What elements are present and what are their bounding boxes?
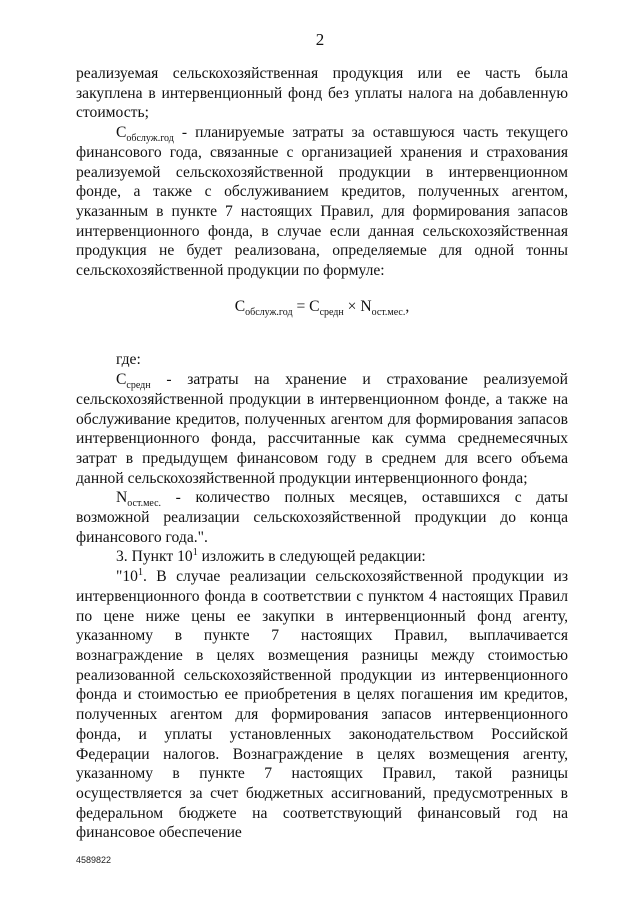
where-label: где: <box>116 351 141 369</box>
amendment-point-3: 3. Пункт $10^1$ изложить в следующей редакции: <box>116 547 426 566</box>
document-code: 4589822 <box>76 855 112 865</box>
variable-c-obsluzh-god: $C_{обслуж.год}$ <box>116 124 174 145</box>
variable-n-ost-mes: $N_{ост.мес.}$ <box>116 489 162 510</box>
amendment-text-10-1: "$10^1$. В случае реализации сельскохозяйственной продукции из интервенционного фонда в соответствии с пунктом 4 настоящих Правил по цене ниже цены ее закупки в интервенционный фонд агенту, указанному в пункте 7 настоящих Правил, выплачивается вознаграждение в целях возмещения разницы между стоимостью реализованной сельскохозяйственной продукции из интервенционного фонда и стоимостью ее приобретения в целях погашения им кредитов, полученных агентом для формирования запасов интервенционного фонда, и уплаты установленных законодательством Российской Федерации налогов. Вознаграждение в целях возмещения агенту, указанному в пункте 7 настоящих Правил, такой разницы осуществляется за счет бюджетных ассигнований, предусмотренных в федеральном бюджете на соответствующий финансовый год на финансовое обеспечение <box>76 566 568 842</box>
definition-c-sredn: $C_{средн}$ - затраты на хранение и страхование реализуемой сельскохозяйственной продукции в интервенционном фонде, а также на обслуживание кредитов, полученных агентом для формирования запасов интервенционного фонда, рассчитанные как сумма среднемесячных затрат в предыдущем финансовом году в среднем для всего объема данной сельскохозяйственной продукции интервенционного фонда; <box>76 371 568 487</box>
page-number: 2 <box>315 30 325 49</box>
spacer <box>76 332 568 350</box>
paragraph-continuation: реализуемая сельскохозяйственная продукция или ее часть была закуплена в интервенционный фонд без уплаты налога на добавленную стоимость; <box>76 65 568 122</box>
definition-c-obsluzh-god: $C_{обслуж.год}$ - планируемые затраты за оставшуюся часть текущего финансового года, связанные с организацией хранения и страхования реализуемой сельскохозяйственной продукции в интервенционном фонде, а также с обслуживанием кредитов, полученных агентом, указанным в пункте 7 настоящих Правил, для формирования запасов интервенционного фонда, в случае если данная сельскохозяйственная продукция не будет реализована, определяемые для одной тонны сельскохозяйственной продукции по формуле: <box>76 124 568 280</box>
formula: $C_{обслуж.год} = C_{средн} \times N_{ост.мес.}$, <box>234 297 410 318</box>
document-body <box>76 64 568 843</box>
variable-c-sredn: $C_{средн}$ <box>116 371 151 392</box>
definition-n-ost-mes: $N_{ост.мес.}$ - количество полных месяцев, оставшихся с даты возможной реализации сельскохозяйственной продукции до конца финансового года.". <box>76 489 568 546</box>
